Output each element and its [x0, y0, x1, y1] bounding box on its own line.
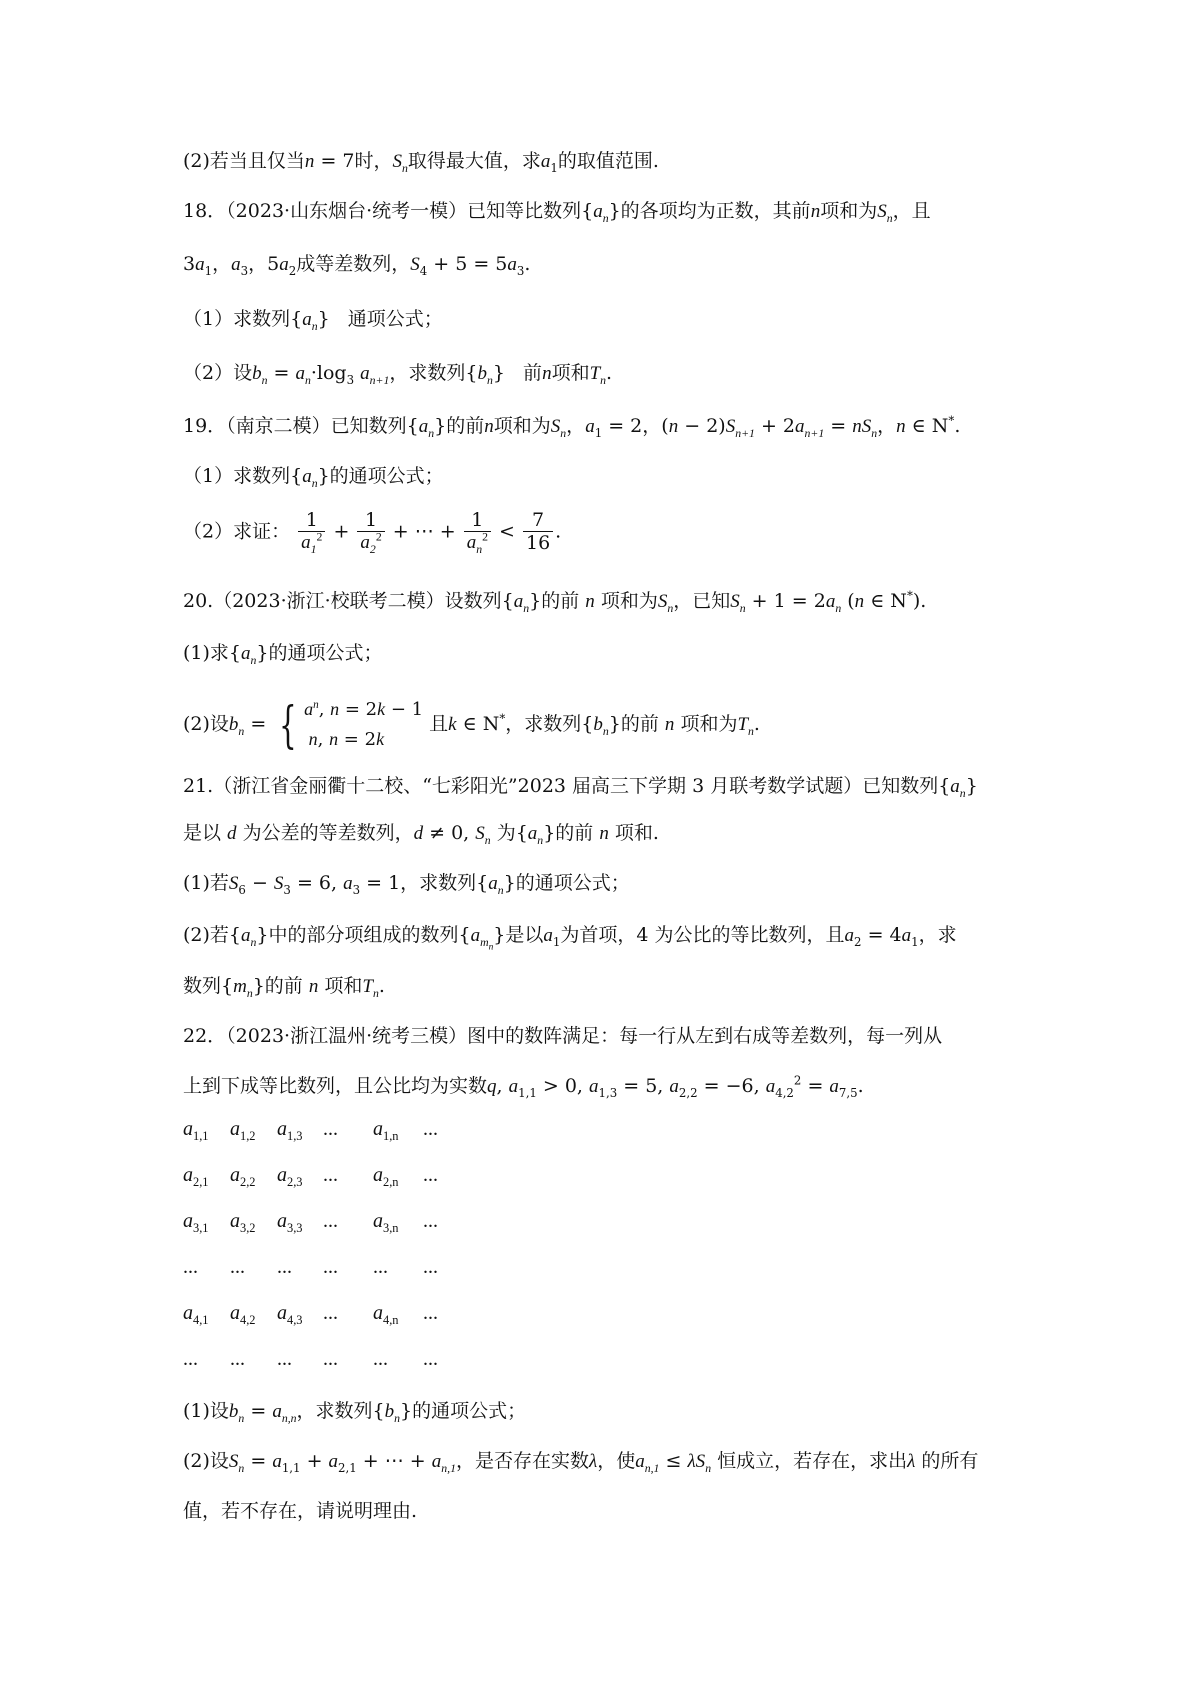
p22-q1: (1)设$b_n = a_{n,n}$，求数列$\{b_n\}$的通项公式；: [183, 1400, 527, 1425]
p22-q2: (2)设$S_n = a_{1,1} + a_{2,1}$ + ⋯ + $a_{n,1}$，是否存在实数λ，使$a_{n,1} \le \lambda S_n$ 恒成立，若存在，求出λ 的所有: [183, 1450, 979, 1475]
matrix-cell: $a_{2,n}$: [373, 1164, 399, 1189]
p17-part2: (2)若当且仅当n = 7时，$S_n$取得最大值，求$a_1$的取值范围.: [183, 150, 659, 175]
matrix-cell: $a_{4,n}$: [373, 1302, 399, 1327]
matrix-cell: ...: [323, 1348, 338, 1370]
matrix-cell: ...: [323, 1164, 338, 1186]
matrix-cell: ...: [183, 1348, 198, 1370]
matrix-cell: ...: [323, 1302, 338, 1324]
matrix-cell: $a_{3,n}$: [373, 1210, 399, 1235]
matrix-cell: $a_{2,1}$: [183, 1164, 209, 1189]
matrix-cell: $a_{3,2}$: [230, 1210, 256, 1235]
matrix-cell: ...: [423, 1256, 438, 1278]
p22-q2b: 值，若不存在，请说明理由.: [183, 1500, 418, 1522]
matrix-cell: ...: [323, 1118, 338, 1140]
p18-q1: （1）求数列$\{a_n\}$ 通项公式；: [183, 308, 443, 333]
matrix-cell: ...: [277, 1256, 292, 1278]
matrix-cell: ...: [423, 1348, 438, 1370]
matrix-cell: $a_{1,2}$: [230, 1118, 256, 1143]
matrix-cell: ...: [277, 1348, 292, 1370]
matrix-cell: ...: [230, 1348, 245, 1370]
matrix-cell: $a_{3,3}$: [277, 1210, 303, 1235]
matrix-cell: $a_{2,3}$: [277, 1164, 303, 1189]
p21-q1: (1)若$S_6 - S_3 = 6$, $a_3 = 1$，求数列$\{a_n\}$的通项公式；: [183, 872, 630, 897]
matrix-cell: ...: [323, 1210, 338, 1232]
p20-header: 20.（2023·浙江·校联考二模）设数列$\{a_n\}$的前 n 项和为$S_n$，已知$S_n + 1 = 2a_n$ (n ∈ N*).: [183, 588, 927, 615]
matrix-cell: ...: [323, 1256, 338, 1278]
matrix-cell: ...: [423, 1210, 438, 1232]
p21-header: 21.（浙江省金丽衢十二校、“七彩阳光”2023 届高三下学期 3 月联考数学试题）已知数列$\{a_n\}$: [183, 775, 978, 800]
matrix-cell: $a_{4,3}$: [277, 1302, 303, 1327]
p21-header2: 是以 d 为公差的等差数列，d ≠ 0, $S_n$ 为$\{a_n\}$的前 n 项和.: [183, 822, 659, 847]
p20-q2: (2)设$b_n$ = { $a^n$, n = 2k − 1 n, n = 2k 且k ∈ N*，求数列$\{b_n\}$的前 n 项和为$T_n$.: [183, 695, 760, 754]
p20-q1: (1)求$\{a_n\}$的通项公式；: [183, 642, 383, 667]
p22-header: 22．（2023·浙江温州·统考三模）图中的数阵满足：每一行从左到右成等差数列，每一列从: [183, 1025, 943, 1047]
p18-header: 18．（2023·山东烟台·统考一模）已知等比数列$\{a_n\}$的各项均为正数，其前n项和为$S_n$，且: [183, 200, 931, 225]
matrix-cell: $a_{4,1}$: [183, 1302, 209, 1327]
matrix-cell: ...: [230, 1256, 245, 1278]
p22-header2: 上到下成等比数列，且公比均为实数q, $a_{1,1} > 0$, $a_{1,3} = 5$, $a_{2,2} = -6$, $a_{4,2}^2 = a_{7,5}$.: [183, 1073, 864, 1100]
matrix-cell: ...: [423, 1302, 438, 1324]
p21-q2b: 数列$\{m_n\}$的前 n 项和$T_n$.: [183, 975, 385, 1000]
matrix-cell: ...: [373, 1256, 388, 1278]
matrix-cell: ...: [423, 1164, 438, 1186]
matrix-cell: $a_{3,1}$: [183, 1210, 209, 1235]
p19-q2: （2）求证： $\frac{1}{a_1^2}$ + $\frac{1}{a_2^2}$ + ⋯ + $\frac{1}{a_n^2}$ < $\frac{7}{16}$ .: [183, 509, 562, 556]
p18-q2: （2）设$b_n = a_n\cdot\log_3$ $a_{n+1}$，求数列$\{b_n\}$ 前n项和$T_n$.: [183, 362, 613, 387]
p19-q1: （1）求数列$\{a_n\}$的通项公式；: [183, 465, 444, 490]
matrix-cell: $a_{4,2}$: [230, 1302, 256, 1327]
p21-q2: (2)若$\{a_n\}$中的部分项组成的数列$\{a_{m_n}\}$是以$a_1$为首项，4 为公比的等比数列，且$a_2 = 4a_1$，求: [183, 924, 957, 953]
matrix-cell: $a_{1,n}$: [373, 1118, 399, 1143]
matrix-cell: ...: [183, 1256, 198, 1278]
matrix-cell: ...: [423, 1118, 438, 1140]
matrix-cell: $a_{1,1}$: [183, 1118, 209, 1143]
matrix-cell: ...: [373, 1348, 388, 1370]
matrix-cell: $a_{1,3}$: [277, 1118, 303, 1143]
p18-cond: $3a_1$，$a_3$，$5a_2$成等差数列，$S_4 + 5 = 5a_3$.: [183, 253, 531, 278]
p19-header: 19．（南京二模）已知数列$\{a_n\}$的前n项和为$S_n$，$a_1 = 2$，$(n - 2)S_{n+1} + 2a_{n+1} = nS_n$，n ∈ N*.: [183, 413, 961, 440]
matrix-cell: $a_{2,2}$: [230, 1164, 256, 1189]
